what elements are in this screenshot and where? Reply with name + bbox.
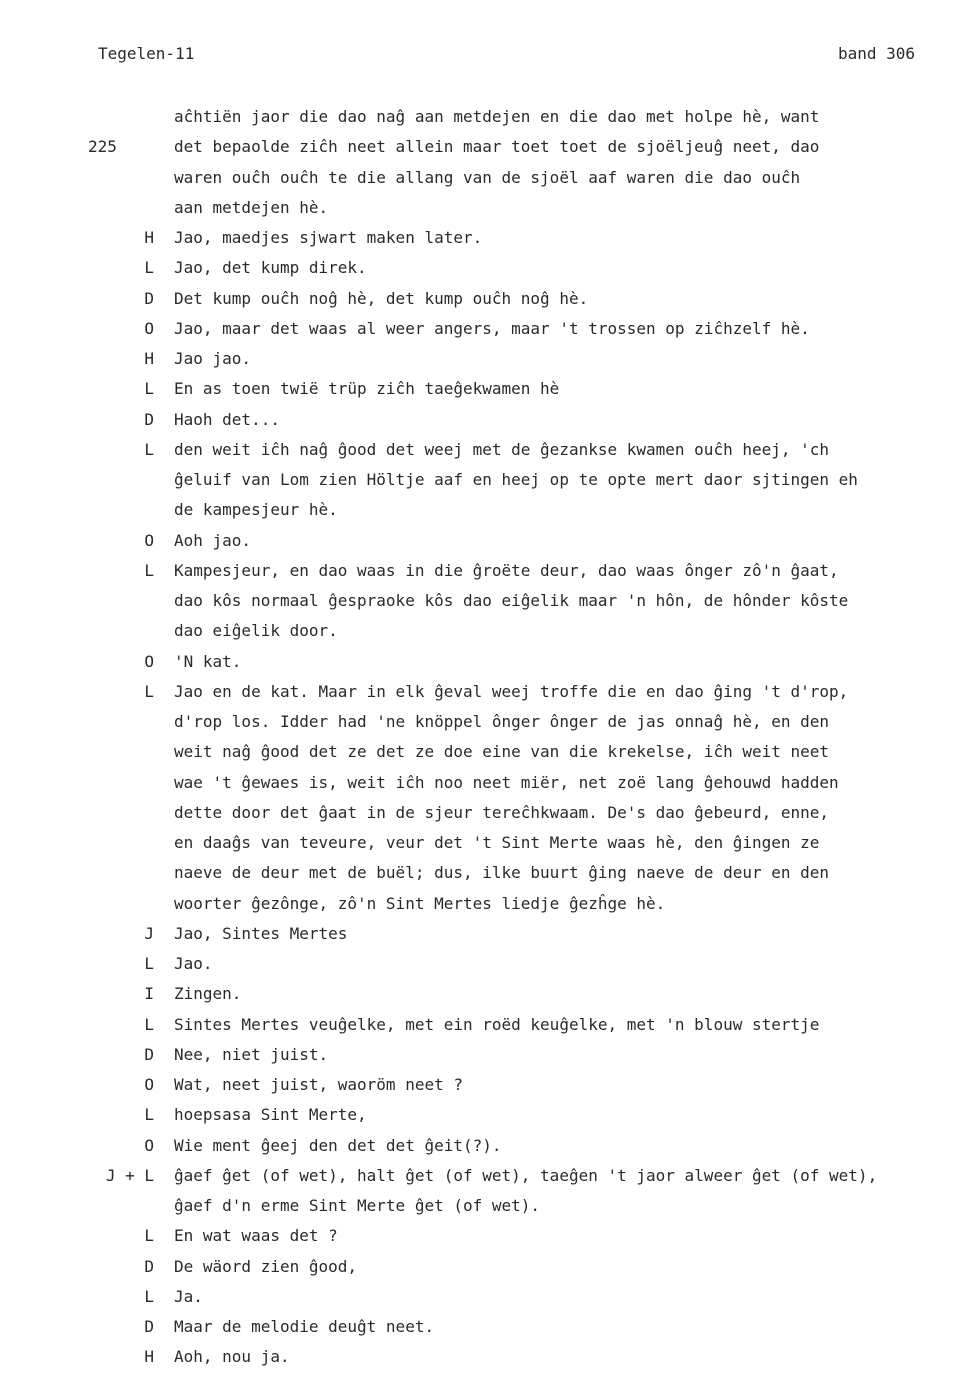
- speaker-label: D: [144, 1317, 154, 1336]
- line-text: weit naĝ ĝood det ze det ze doe eine van die krekelse, iĉh weit neet: [174, 742, 830, 762]
- speaker-label: L: [144, 1286, 154, 1306]
- line-text: Maar de melodie deuĝt neet.: [174, 1317, 435, 1336]
- line-text: Kampesjeur, en dao waas in die ĝroëte deur, dao waas ônger zô'n ĝaat,: [174, 560, 839, 580]
- transcript-line: [0, 1105, 979, 1135]
- speaker-label: D: [144, 409, 154, 429]
- line-text: dao kôs normaal ĝespraoke kôs dao eiĝelik maar 'n hôn, de hônder kôste: [174, 591, 849, 610]
- speaker-label: D: [144, 288, 154, 308]
- line-text: det bepaolde ziĉh neet allein maar toet toet de sjoëljeuĝ neet, dao: [174, 137, 820, 157]
- line-text: wae 't ĝewaes is, weit iĉh noo neet miër, net zoë lang ĝehouwd hadden: [174, 772, 839, 792]
- line-text: Wie ment ĝeej den det det ĝeit(?).: [174, 1135, 502, 1155]
- transcript-line: [0, 258, 979, 288]
- line-text: ĝaef d'n erme Sint Merte ĝet (of wet).: [174, 1196, 541, 1215]
- line-text: En as toen twië trüp ziĉh taeĝekwamen hè: [174, 379, 560, 399]
- speaker-label: H: [144, 1347, 154, 1367]
- transcript-line: [0, 773, 979, 803]
- speaker-label: L: [144, 681, 154, 701]
- transcript-line: [0, 621, 979, 651]
- line-text: Nee, niet juist.: [174, 1044, 329, 1064]
- line-text: Aoh jao.: [174, 530, 252, 550]
- line-text: naeve de deur met de buël; dus, ilke buurt ĝing naeve de deur en den: [174, 863, 830, 883]
- line-text: De wäord zien ĝood,: [174, 1256, 358, 1276]
- transcript-line: [0, 924, 979, 954]
- speaker-label: H: [144, 228, 154, 247]
- transcript-line: [0, 440, 979, 470]
- transcript-line: [0, 954, 979, 984]
- line-text: d'rop los. Idder had 'ne knöppel ônger ônger de jas onnaĝ hè, en den: [174, 712, 830, 731]
- transcript-line: [0, 1166, 979, 1196]
- transcript-line: [0, 500, 979, 530]
- speaker-label: D: [144, 1256, 154, 1276]
- line-text: Aoh, nou ja.: [174, 1347, 290, 1367]
- line-text: Jao, det kump direk.: [174, 258, 367, 278]
- line-text: en daaĝs van teveure, veur det 't Sint Merte waas hè, den ĝingen ze: [174, 833, 820, 852]
- line-text: Det kump ouĉh noĝ hè, det kump ouĉh noĝ hè.: [174, 288, 589, 308]
- speaker-label: L: [144, 1105, 154, 1125]
- speaker-label: O: [144, 530, 154, 550]
- line-text: Sintes Mertes veuĝelke, met ein roëd keuĝelke, met 'n blouw stertje: [174, 1014, 820, 1034]
- transcript-line: [0, 198, 979, 228]
- speaker-label: L: [144, 258, 154, 278]
- line-text: woorter ĝezônge, zô'n Sint Mertes liedje ĝezĥge hè.: [174, 893, 666, 913]
- line-text: Jao en de kat. Maar in elk ĝeval weej troffe die en dao ĝing 't d'rop,: [174, 681, 849, 701]
- speaker-label: L: [144, 1014, 154, 1034]
- speaker-label: O: [144, 318, 154, 338]
- speaker-label: L: [144, 379, 154, 399]
- transcript-line: [0, 168, 979, 198]
- transcript-line: [0, 410, 979, 440]
- speaker-label: J: [144, 923, 154, 943]
- transcript-line: [0, 1196, 979, 1226]
- line-text: En wat waas det ?: [174, 1226, 338, 1246]
- transcript-line: [0, 863, 979, 893]
- speaker-label: O: [144, 1075, 154, 1094]
- transcript-line: [0, 289, 979, 319]
- line-text: Jao.: [174, 954, 213, 973]
- line-text: Jao, Sintes Mertes: [174, 923, 348, 943]
- line-text: waren ouĉh ouĉh te die allang van de sjoël aaf waren die dao ouĉh: [174, 167, 801, 187]
- transcript-line: [0, 379, 979, 409]
- speaker-label: L: [144, 1226, 154, 1246]
- line-text: aan metdejen hè.: [174, 197, 329, 217]
- line-text: ĝaef ĝet (of wet), halt ĝet (of wet), taeĝen 't jaor alweer ĝet (of wet),: [174, 1165, 878, 1185]
- line-text: Haoh det...: [174, 409, 280, 429]
- transcript-line: [0, 1045, 979, 1075]
- line-text: Zingen.: [174, 984, 242, 1004]
- speaker-label: L: [144, 560, 154, 580]
- line-text: den weit iĉh naĝ ĝood det weej met de ĝezankse kwamen ouĉh heej, 'ch: [174, 439, 830, 459]
- transcript-line: [0, 137, 979, 167]
- header-band: band 306: [837, 44, 915, 63]
- transcript-line: [0, 682, 979, 712]
- transcript-line: [0, 1257, 979, 1287]
- transcript-line: [0, 1075, 979, 1105]
- line-text: ĝeluif van Lom zien Höltje aaf en heej op te opte mert daor sjtingen eh: [174, 470, 858, 489]
- line-text: aĉhtiën jaor die dao naĝ aan metdejen en die dao met holpe hè, want: [174, 107, 820, 126]
- transcript-line: [0, 652, 979, 682]
- speaker-label: O: [144, 1135, 154, 1155]
- transcript-line: [0, 531, 979, 561]
- transcript-line: [0, 803, 979, 833]
- transcript-line: [0, 1015, 979, 1045]
- transcript-line: [0, 591, 979, 621]
- header-place: Tegelen-11: [98, 44, 195, 63]
- speaker-label: L: [144, 954, 154, 973]
- transcript-line: [0, 1317, 979, 1347]
- line-text: 'N kat.: [174, 651, 242, 671]
- transcript-line: [0, 742, 979, 772]
- speaker-label: D: [144, 1044, 154, 1064]
- transcript-line: [0, 984, 979, 1014]
- line-text: Wat, neet juist, waoröm neet ?: [174, 1075, 463, 1094]
- transcript-line: [0, 470, 979, 500]
- speaker-label: O: [144, 651, 154, 671]
- transcript-line: [0, 1287, 979, 1317]
- line-text: Jao jao.: [174, 349, 252, 368]
- line-number: 225: [88, 137, 117, 157]
- transcript-line: [0, 561, 979, 591]
- line-text: Ja.: [174, 1286, 203, 1306]
- transcript-line: [0, 1226, 979, 1256]
- transcript-line: [0, 319, 979, 349]
- transcript-line: [0, 1136, 979, 1166]
- line-text: dette door det ĝaat in de sjeur tereĉhkwaam. De's dao ĝebeurd, enne,: [174, 802, 830, 822]
- line-text: Jao, maedjes sjwart maken later.: [174, 228, 483, 247]
- transcript-line: [0, 894, 979, 924]
- speaker-label: J + L: [105, 1165, 154, 1185]
- transcript-line: [0, 349, 979, 379]
- speaker-label: H: [144, 349, 154, 368]
- line-text: de kampesjeur hè.: [174, 500, 338, 520]
- line-text: hoepsasa Sint Merte,: [174, 1105, 367, 1125]
- speaker-label: I: [144, 984, 154, 1004]
- line-text: Jao, maar det waas al weer angers, maar 't trossen op ziĉhzelf hè.: [174, 318, 810, 338]
- transcript-line: [0, 228, 979, 258]
- line-text: dao eiĝelik door.: [174, 621, 338, 641]
- transcript-line: [0, 712, 979, 742]
- speaker-label: L: [144, 439, 154, 459]
- transcript-line: [0, 1347, 979, 1377]
- transcript-line: [0, 833, 979, 863]
- transcript-line: [0, 107, 979, 137]
